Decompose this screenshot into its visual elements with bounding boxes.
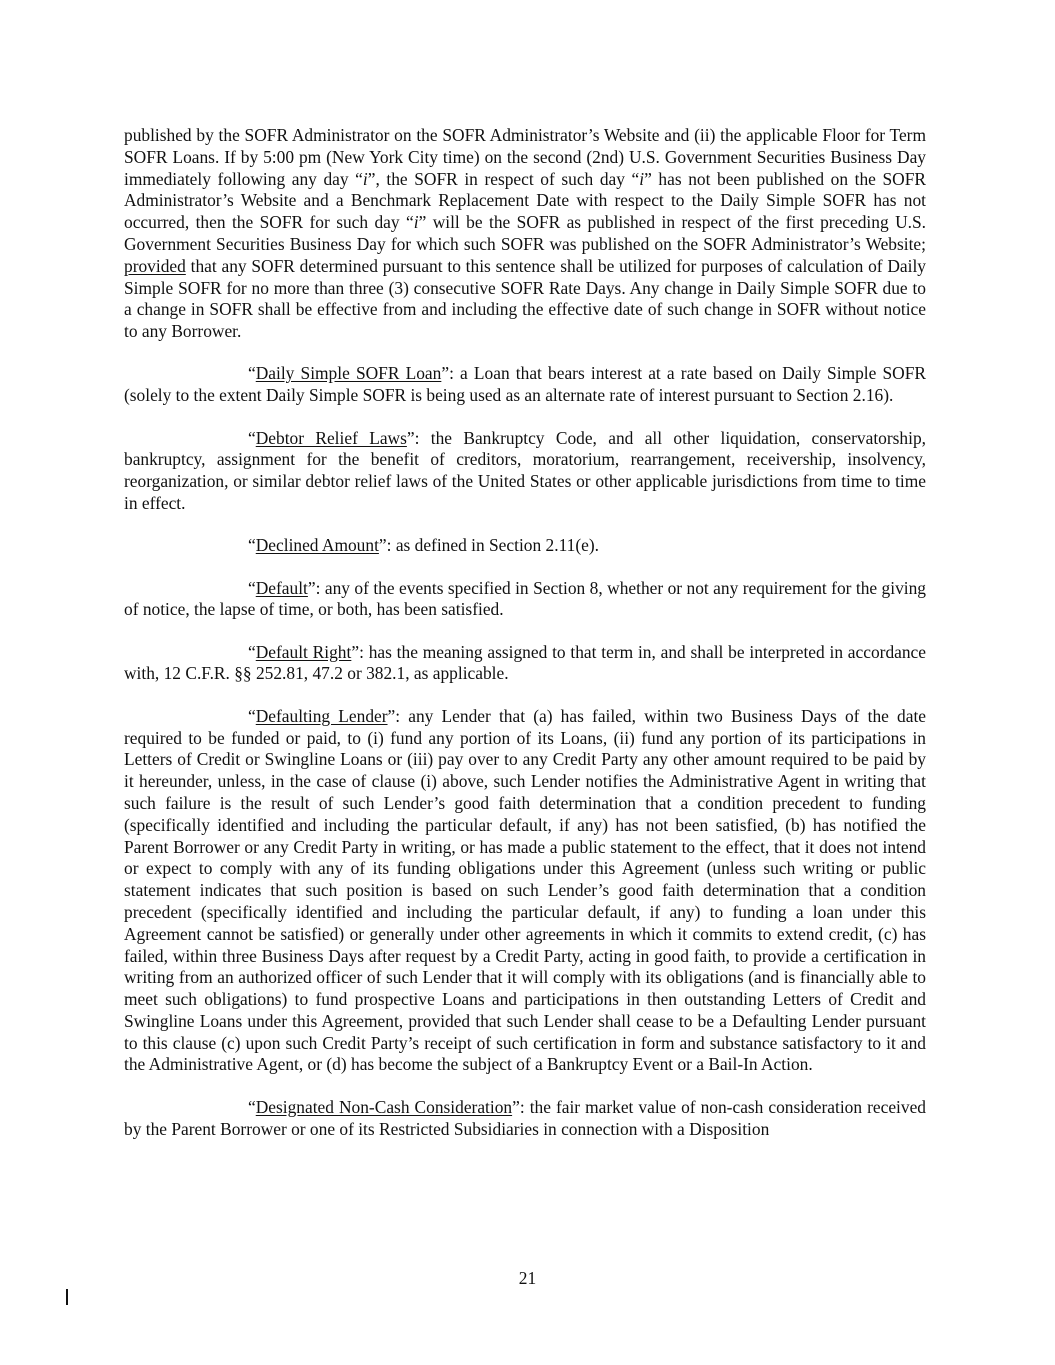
quote-close: ”: [351,641,369,662]
definition-text: the Bankruptcy Code, and all other liquidation, conservatorship, bankruptcy, assignment for the benefit of creditors, moratorium, rearrangement, receivership, insolvency, reorganization, or similar debtor relief laws of the United States or other applicable jurisdictions from time to time in effect. [124,427,926,513]
defined-term: Debtor Relief Laws [255,427,407,448]
revision-margin-bar [66,1289,68,1305]
quote-close: ”: [378,535,396,556]
quote-close: ”: [406,427,431,448]
italic-text: i [362,168,368,189]
definition-default-right [124,642,926,686]
text-run: that any SOFR determined pursuant to this sentence shall be utilized for purposes of calculation of Daily Simple SOFR for no more than three (3) consecutive SOFR Rate Days. Any change in Daily Simple SOFR due to a change in SOFR shall be effective from and including the effective date of such change in SOFR without notice to any Borrower. [124,255,926,342]
quote-open: “ [248,363,256,384]
defined-term: Declined Amount [255,535,379,556]
definition-declined-amount [124,535,926,557]
definition-text: as defined in Section 2.11(e). [395,535,599,556]
definition-defaulting-lender [124,706,926,1077]
quote-open: “ [248,427,256,448]
defined-term: Designated Non-Cash Consideration [255,1096,513,1117]
quote-open: “ [248,1096,256,1117]
text-run: ”, the SOFR in respect of such day “ [367,168,640,189]
italic-text: i [413,212,419,233]
defined-term: Defaulting Lender [255,705,388,726]
definition-text: the fair market value of non-cash consideration received by the Parent Borrower or one of its Restricted Subsidiaries in connection with a Disposition [124,1096,926,1139]
defined-term: Daily Simple SOFR Loan [255,363,442,384]
definition-text: a Loan that bears interest at a rate based on Daily Simple SOFR (solely to the extent Daily Simple SOFR is being used as an alternate rate of interest pursuant to Section 2.16). [124,363,926,406]
text-run: published by the SOFR Administrator on the SOFR Administrator’s Website and (ii) the applicable Floor for Term SOFR Loans. If by 5:00 pm (New York City time) on the second (2nd) U.S. Government Securities Business Day immediately following any day “ [124,125,926,189]
defined-term: Default Right [255,641,352,662]
definition-designated-non-cash-consideration [124,1097,926,1141]
quote-close: ”: [512,1096,530,1117]
text-run: ” has not been published on the SOFR Administrator’s Website and a Benchmark Replacement Date with respect to the Daily Simple SOFR has not occurred, then the SOFR for such day “ [124,168,926,233]
definition-daily-simple-sofr-loan [124,363,926,407]
definition-text: any Lender that (a) has failed, within two Business Days of the date required to be funded or paid, to (i) fund any portion of its Loans, (ii) fund any portion of its participations in Letters of Credit or Swingline Loans or (iii) pay over to any Credit Party any other amount required to be paid by it hereunder, unless, in the case of clause (i) above, such Lender notifies the Administrative Agent in writing that such failure is the result of such Lender’s good faith determination that a condition precedent to funding (specifically identified and including the particular default, if any) has not been satisfied, (b) has notified the Parent Borrower or any Credit Party in writing, or has made a public statement to the effect, that it does not intend or expect to comply with any of its funding obligations under this Agreement (unless such writing or public statement indicates that such position is based on such Lender’s good faith determination that a condition precedent (specifically identified and including the particular default, if any) to funding a loan under this Agreement cannot be satisfied) or generally under other agreements in which it commits to extend credit, (c) has failed, within three Business Days after request by a Credit Party, acting in good faith, to provide a certification in writing from an authorized officer of such Lender that it will comply with its obligations (and is financially able to meet such obligations) to fund prospective Loans and participations in then outstanding Letters of Credit and Swingline Loans under this Agreement, provided that such Lender shall cease to be a Defaulting Lender pursuant to this clause (c) upon such Credit Party’s receipt of such certification in form and substance satisfactory to it and the Administrative Agent, or (d) has become the subject of a Bankruptcy Event or a Bail-In Action. [124,705,926,1075]
quote-close: ”: [307,577,325,598]
definition-text: any of the events specified in Section 8, whether or not any requirement for the giving of notice, the lapse of time, or both, has been satisfied. [124,577,926,620]
underlined-text: provided [124,255,186,276]
text-run: ” will be the SOFR as published in respect of the first preceding U.S. Government Securities Business Day for which such SOFR was published on the SOFR Administrator’s Website; [124,212,926,254]
page-number: 21 [518,1268,537,1288]
definition-default [124,578,926,622]
paragraph-sofr-continuation [124,125,926,343]
italic-text: i [639,168,645,189]
quote-open: “ [248,535,256,556]
quote-close: ”: [387,705,409,726]
definition-debtor-relief-laws [124,428,926,515]
definition-text: has the meaning assigned to that term in, and shall be interpreted in accordance with, 12 C.F.R. §§ 252.81, 47.2 or 382.1, as applicable. [124,641,926,684]
document-body [124,125,926,1161]
quote-close: ”: [441,363,461,384]
quote-open: “ [248,577,256,598]
defined-term: Default [255,577,308,598]
quote-open: “ [248,705,256,726]
quote-open: “ [248,641,256,662]
